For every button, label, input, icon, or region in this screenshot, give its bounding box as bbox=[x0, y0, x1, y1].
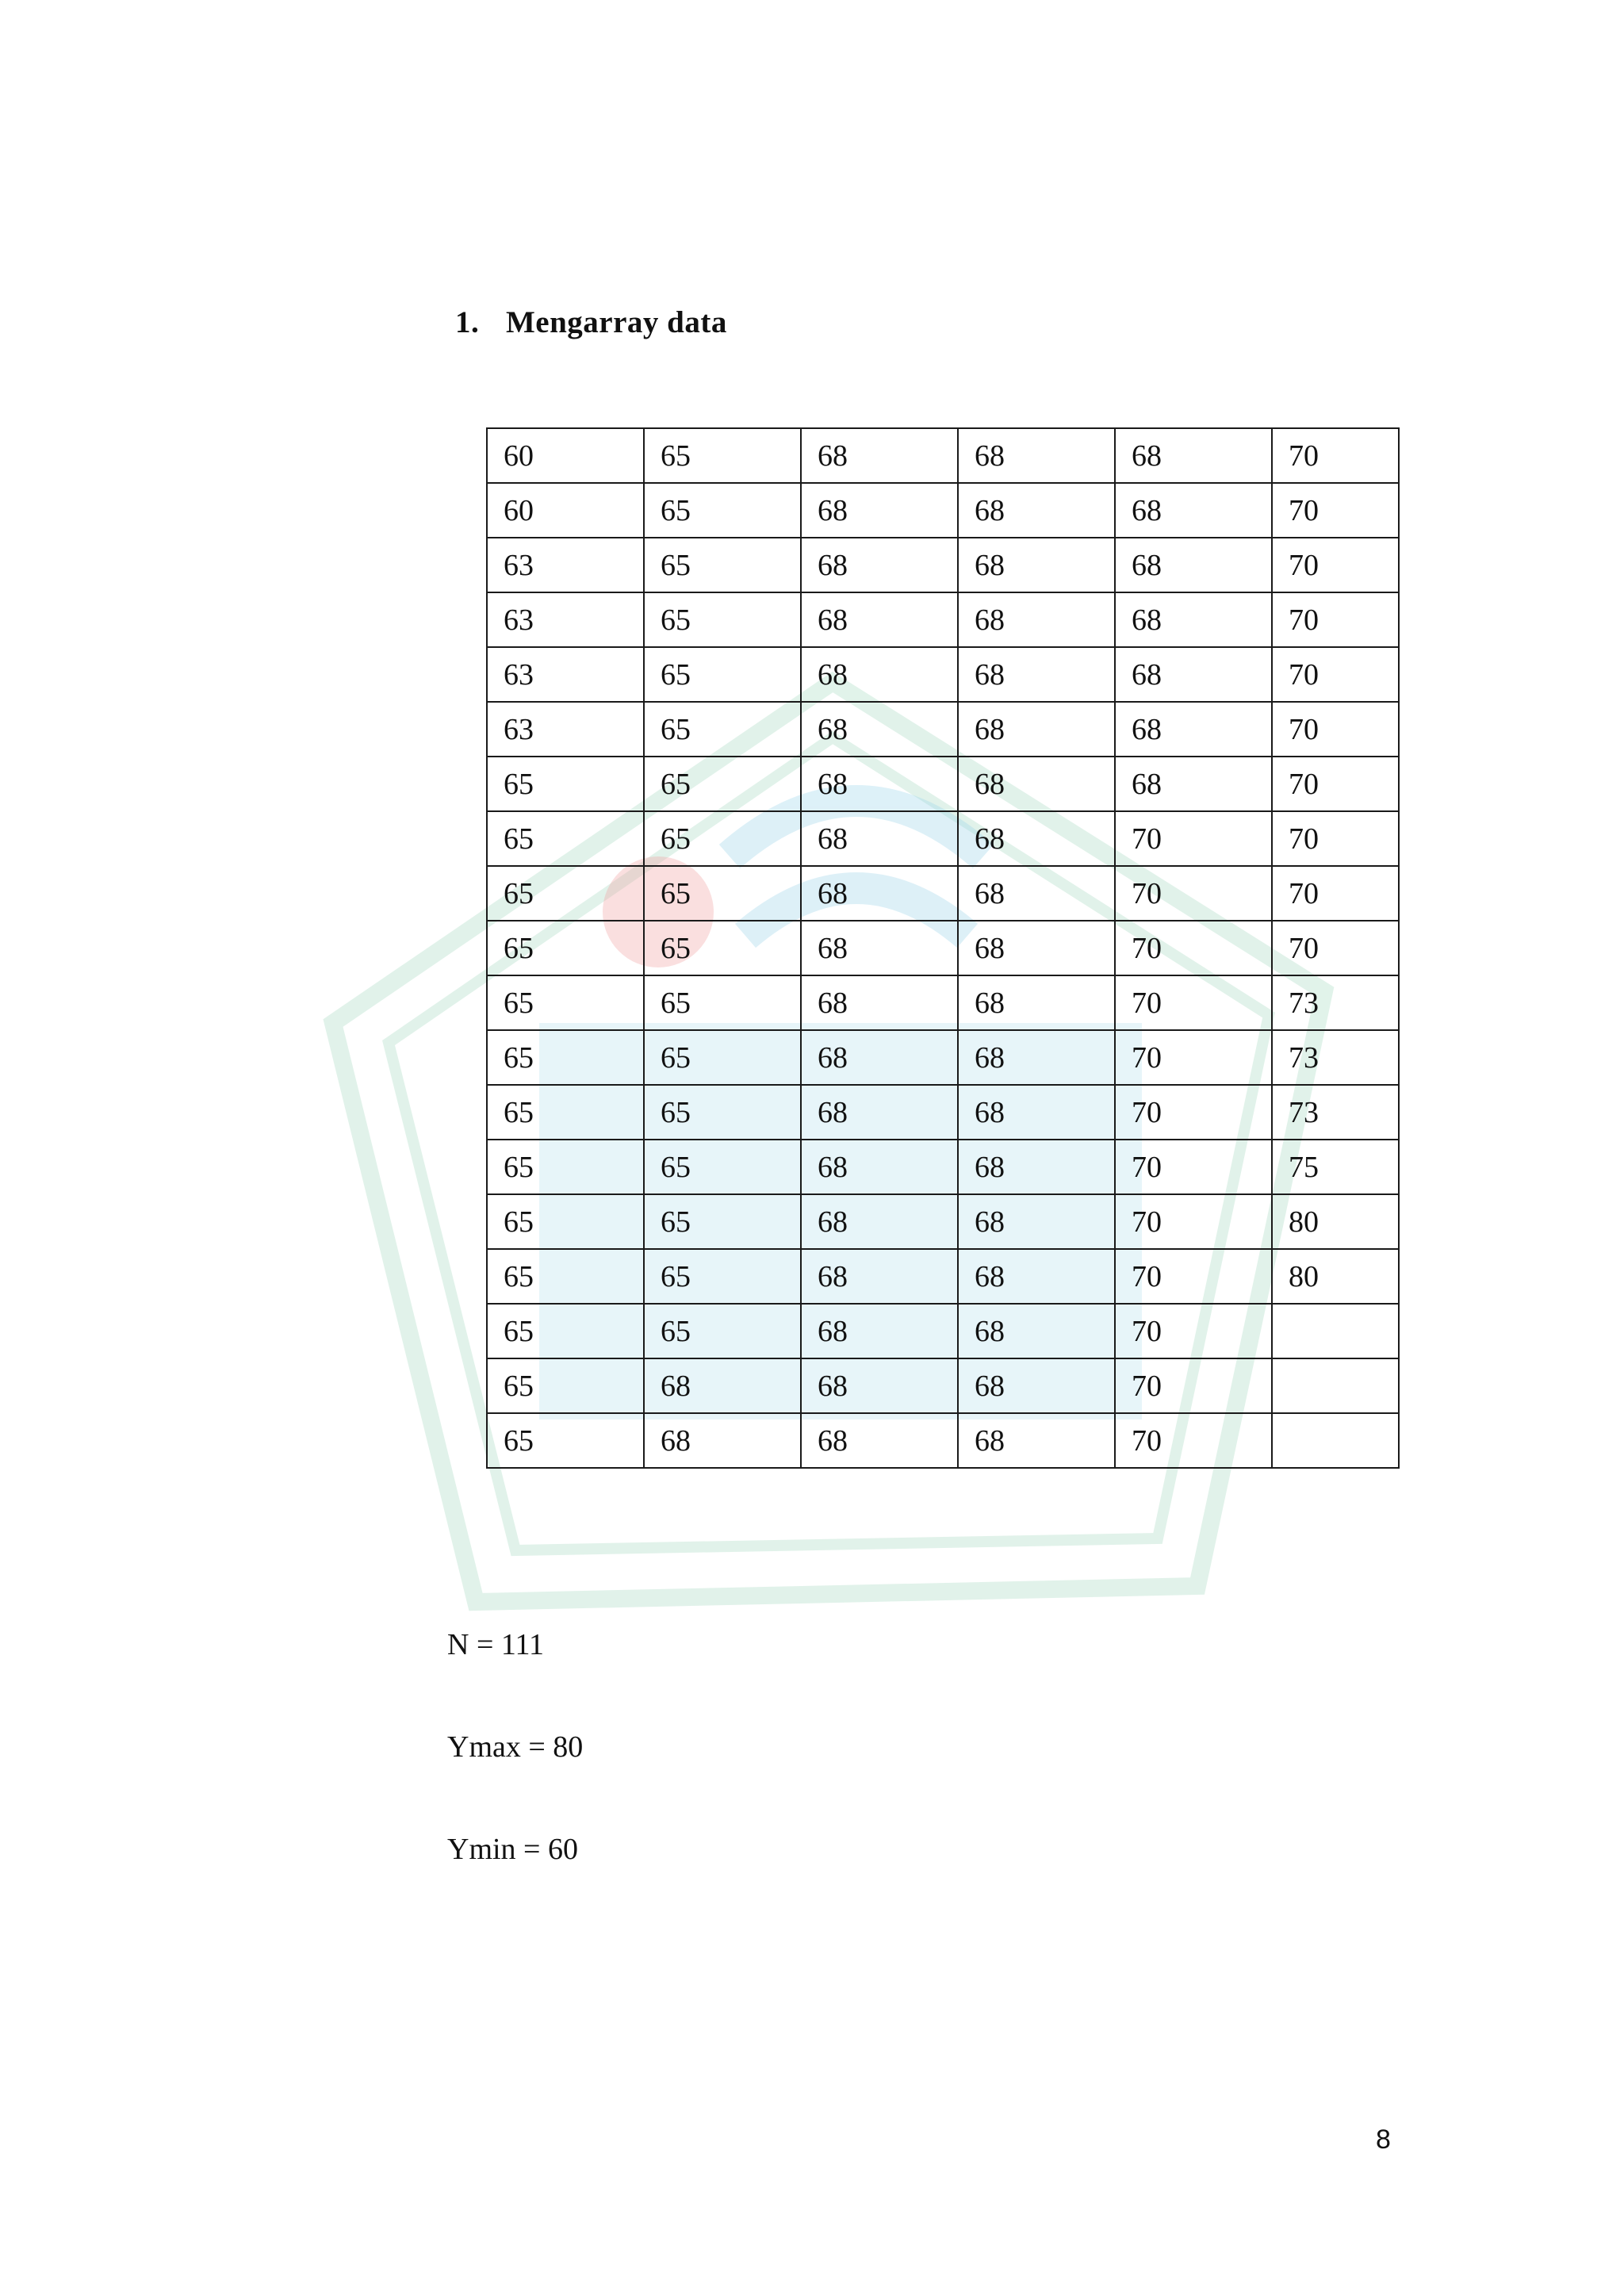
table-cell: 68 bbox=[958, 866, 1115, 921]
table-cell: 68 bbox=[958, 538, 1115, 592]
table-cell: 68 bbox=[801, 1413, 958, 1468]
table-cell: 65 bbox=[644, 1085, 801, 1140]
table-cell: 65 bbox=[644, 1304, 801, 1358]
table-cell: 65 bbox=[487, 757, 644, 811]
table-cell: 65 bbox=[644, 647, 801, 702]
table-cell: 68 bbox=[801, 1304, 958, 1358]
table-row bbox=[487, 1413, 1399, 1468]
table-cell: 65 bbox=[644, 757, 801, 811]
table-row bbox=[487, 811, 1399, 866]
data-array-table bbox=[486, 427, 1400, 1469]
table-cell: 65 bbox=[644, 921, 801, 975]
table-row bbox=[487, 647, 1399, 702]
table-cell: 65 bbox=[644, 592, 801, 647]
table-cell: 65 bbox=[487, 811, 644, 866]
table-cell: 68 bbox=[1115, 702, 1272, 757]
table-cell: 73 bbox=[1272, 975, 1399, 1030]
table-cell: 65 bbox=[644, 1140, 801, 1194]
table-cell: 70 bbox=[1272, 702, 1399, 757]
page-number: 8 bbox=[1376, 2125, 1391, 2155]
table-cell: 80 bbox=[1272, 1194, 1399, 1249]
table-cell: 63 bbox=[487, 702, 644, 757]
section-number: 1. bbox=[455, 305, 480, 339]
table-cell: 65 bbox=[487, 866, 644, 921]
table-cell: 65 bbox=[644, 1194, 801, 1249]
table-cell: 70 bbox=[1272, 647, 1399, 702]
table-row bbox=[487, 1304, 1399, 1358]
table-cell: 68 bbox=[1115, 592, 1272, 647]
table-cell: 65 bbox=[487, 1358, 644, 1413]
section-heading bbox=[455, 305, 727, 340]
table-row bbox=[487, 428, 1399, 483]
table-row bbox=[487, 702, 1399, 757]
table-cell: 70 bbox=[1115, 1358, 1272, 1413]
table-cell: 65 bbox=[487, 1085, 644, 1140]
table-cell: 65 bbox=[644, 811, 801, 866]
table-row bbox=[487, 975, 1399, 1030]
table-cell: 68 bbox=[1115, 428, 1272, 483]
table-cell: 73 bbox=[1272, 1085, 1399, 1140]
table-cell bbox=[1272, 1304, 1399, 1358]
table-row bbox=[487, 1030, 1399, 1085]
table-cell: 68 bbox=[958, 975, 1115, 1030]
table-cell: 68 bbox=[958, 1194, 1115, 1249]
table-row bbox=[487, 1194, 1399, 1249]
table-cell: 65 bbox=[644, 1030, 801, 1085]
table-cell: 68 bbox=[801, 757, 958, 811]
table-cell: 65 bbox=[487, 1140, 644, 1194]
table-cell: 68 bbox=[801, 483, 958, 538]
table-cell: 68 bbox=[958, 1140, 1115, 1194]
table-cell: 60 bbox=[487, 483, 644, 538]
table-cell: 70 bbox=[1272, 483, 1399, 538]
table-row bbox=[487, 757, 1399, 811]
table-cell: 70 bbox=[1115, 1194, 1272, 1249]
table-cell: 68 bbox=[958, 1085, 1115, 1140]
table-cell: 68 bbox=[801, 1085, 958, 1140]
table-cell: 70 bbox=[1115, 1030, 1272, 1085]
table-cell: 70 bbox=[1272, 921, 1399, 975]
stat-ymin: Ymin = 60 bbox=[447, 1833, 578, 1866]
table-cell: 65 bbox=[644, 975, 801, 1030]
table-cell: 68 bbox=[801, 702, 958, 757]
table-cell: 65 bbox=[644, 483, 801, 538]
table-cell: 65 bbox=[644, 428, 801, 483]
table-cell: 68 bbox=[958, 1413, 1115, 1468]
table-cell: 68 bbox=[958, 811, 1115, 866]
table-cell: 70 bbox=[1115, 1413, 1272, 1468]
table-row bbox=[487, 1085, 1399, 1140]
table-cell: 70 bbox=[1272, 538, 1399, 592]
table-row bbox=[487, 1249, 1399, 1304]
table-cell: 68 bbox=[958, 483, 1115, 538]
table-row bbox=[487, 866, 1399, 921]
table-cell: 68 bbox=[801, 921, 958, 975]
table-cell: 68 bbox=[801, 1030, 958, 1085]
table-cell: 70 bbox=[1115, 1249, 1272, 1304]
table-cell: 65 bbox=[644, 866, 801, 921]
table-cell: 65 bbox=[487, 921, 644, 975]
table-cell: 68 bbox=[801, 811, 958, 866]
table-cell: 70 bbox=[1272, 757, 1399, 811]
table-cell: 68 bbox=[958, 757, 1115, 811]
table-cell: 73 bbox=[1272, 1030, 1399, 1085]
table-cell: 65 bbox=[487, 1413, 644, 1468]
table-row bbox=[487, 1140, 1399, 1194]
table-cell: 70 bbox=[1272, 592, 1399, 647]
table-cell: 65 bbox=[487, 1249, 644, 1304]
table-cell: 68 bbox=[958, 1030, 1115, 1085]
section-title: Mengarray data bbox=[506, 305, 727, 339]
table-cell: 68 bbox=[958, 428, 1115, 483]
table-cell: 68 bbox=[958, 592, 1115, 647]
table-cell: 65 bbox=[644, 538, 801, 592]
table-cell: 68 bbox=[1115, 538, 1272, 592]
table-cell: 68 bbox=[644, 1413, 801, 1468]
table-row bbox=[487, 592, 1399, 647]
table-cell: 68 bbox=[958, 1249, 1115, 1304]
table-cell: 70 bbox=[1115, 1085, 1272, 1140]
table-cell: 68 bbox=[801, 428, 958, 483]
table-cell: 65 bbox=[487, 975, 644, 1030]
table-cell: 68 bbox=[801, 538, 958, 592]
table-cell: 65 bbox=[487, 1304, 644, 1358]
data-array-table-body bbox=[487, 428, 1399, 1468]
table-cell: 63 bbox=[487, 538, 644, 592]
table-row bbox=[487, 921, 1399, 975]
table-cell: 68 bbox=[1115, 483, 1272, 538]
table-cell bbox=[1272, 1413, 1399, 1468]
table-cell: 68 bbox=[801, 1194, 958, 1249]
table-cell: 68 bbox=[801, 1358, 958, 1413]
table-cell: 70 bbox=[1272, 866, 1399, 921]
table-cell: 70 bbox=[1115, 975, 1272, 1030]
table-row bbox=[487, 538, 1399, 592]
table-cell: 68 bbox=[958, 647, 1115, 702]
table-cell: 68 bbox=[801, 975, 958, 1030]
table-cell: 68 bbox=[801, 592, 958, 647]
table-cell: 70 bbox=[1115, 1304, 1272, 1358]
table-cell: 70 bbox=[1115, 811, 1272, 866]
table-cell: 70 bbox=[1272, 811, 1399, 866]
table-cell: 63 bbox=[487, 592, 644, 647]
table-cell: 70 bbox=[1272, 428, 1399, 483]
table-cell: 68 bbox=[801, 1249, 958, 1304]
table-cell: 65 bbox=[644, 1249, 801, 1304]
table-cell: 65 bbox=[487, 1030, 644, 1085]
table-cell: 68 bbox=[958, 702, 1115, 757]
table-cell: 68 bbox=[958, 1304, 1115, 1358]
table-cell: 63 bbox=[487, 647, 644, 702]
table-cell: 68 bbox=[801, 1140, 958, 1194]
table-cell: 68 bbox=[958, 921, 1115, 975]
table-cell: 75 bbox=[1272, 1140, 1399, 1194]
table-cell: 60 bbox=[487, 428, 644, 483]
stat-ymax: Ymax = 80 bbox=[447, 1730, 584, 1764]
stat-n: N = 111 bbox=[447, 1628, 545, 1661]
table-cell: 68 bbox=[801, 647, 958, 702]
table-cell: 70 bbox=[1115, 866, 1272, 921]
table-cell bbox=[1272, 1358, 1399, 1413]
table-cell: 80 bbox=[1272, 1249, 1399, 1304]
table-cell: 65 bbox=[644, 702, 801, 757]
table-cell: 68 bbox=[801, 866, 958, 921]
table-cell: 68 bbox=[958, 1358, 1115, 1413]
table-cell: 68 bbox=[644, 1358, 801, 1413]
table-row bbox=[487, 1358, 1399, 1413]
table-cell: 68 bbox=[1115, 647, 1272, 702]
table-cell: 70 bbox=[1115, 921, 1272, 975]
table-cell: 70 bbox=[1115, 1140, 1272, 1194]
table-cell: 65 bbox=[487, 1194, 644, 1249]
table-cell: 68 bbox=[1115, 757, 1272, 811]
table-row bbox=[487, 483, 1399, 538]
